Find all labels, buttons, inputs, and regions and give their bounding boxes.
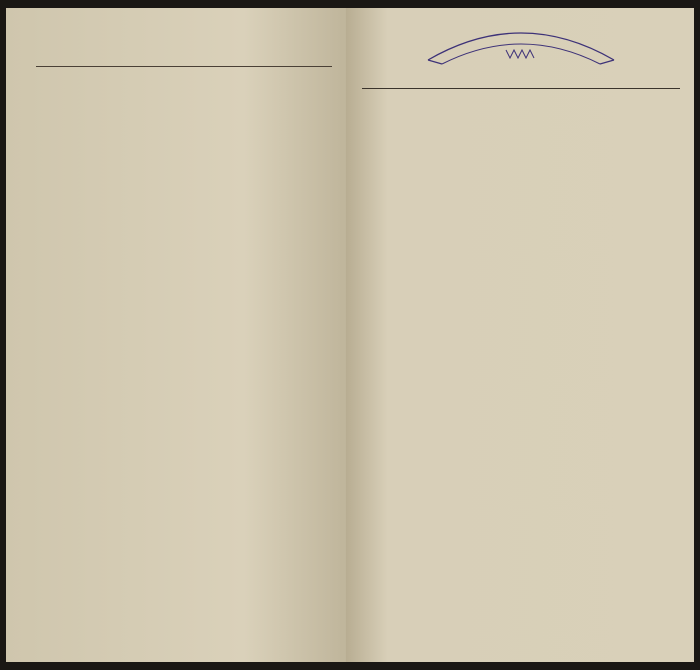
library-stamp-seal bbox=[416, 20, 626, 80]
library-stamp bbox=[416, 20, 626, 80]
left-page bbox=[6, 8, 346, 662]
right-page bbox=[346, 8, 694, 662]
toc-top-entries bbox=[36, 66, 332, 69]
book-spread bbox=[6, 8, 694, 662]
divider bbox=[362, 88, 680, 89]
